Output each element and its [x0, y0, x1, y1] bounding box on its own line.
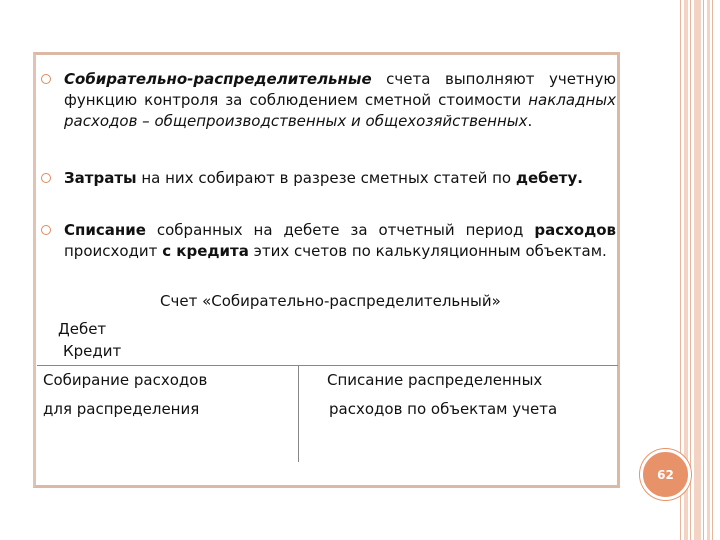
- bullet-text: [64, 69, 616, 132]
- debit-label: Дебет: [58, 320, 107, 338]
- bullet-item: [41, 69, 616, 132]
- bullet-text-part: .: [527, 112, 533, 130]
- decor-stripe: [703, 0, 704, 540]
- bullet-text-part: собранных на дебете за отчетный период: [145, 221, 535, 239]
- credit-entry-line: расходов по объектам учета: [329, 400, 558, 418]
- decor-stripe: [707, 0, 710, 540]
- bullet-term: Затраты: [64, 169, 137, 187]
- debit-entry-line: для распределения: [43, 400, 200, 418]
- decor-stripe: [694, 0, 701, 540]
- bullet-circle-icon: [41, 225, 51, 235]
- bullet-text-part: на них собирают в разрезе сметных статей по: [136, 169, 516, 187]
- bullet-item: [41, 168, 616, 189]
- bullet-text-part: происходит: [64, 242, 163, 260]
- bullet-emphasis: накладных расходов – общепроизводственных и общехозяйственных: [64, 91, 616, 130]
- bullet-circle-icon: [41, 173, 51, 183]
- decor-stripe: [712, 0, 713, 540]
- page-number-badge: [640, 449, 691, 500]
- bullet-term: Списание: [64, 221, 146, 239]
- bullet-term: дебету.: [515, 169, 583, 187]
- decor-stripe: [690, 0, 691, 540]
- bullet-item: [41, 220, 616, 262]
- credit-entry-line: Списание распределенных: [327, 371, 543, 389]
- account-title: Счет «Собирательно-распределительный»: [160, 292, 501, 310]
- t-account-horizontal-line: [37, 365, 618, 366]
- bullet-text: [64, 168, 616, 189]
- page-number: 62: [657, 467, 674, 482]
- t-account-vertical-line: [298, 366, 299, 462]
- credit-label: Кредит: [63, 342, 122, 360]
- bullet-text: [64, 220, 616, 262]
- bullet-term: расходов: [534, 221, 616, 239]
- bullet-text-part: счета выполняют учетную функцию контроля за соблюдением сметной стоимости: [64, 70, 616, 109]
- bullet-text-part: этих счетов по калькуляционным объектам.: [248, 242, 607, 260]
- debit-entry-line: Собирание расходов: [43, 371, 208, 389]
- bullet-circle-icon: [41, 74, 51, 84]
- bullet-term: с кредита: [162, 242, 249, 260]
- bullet-term: Собирательно-распределительные: [64, 70, 372, 88]
